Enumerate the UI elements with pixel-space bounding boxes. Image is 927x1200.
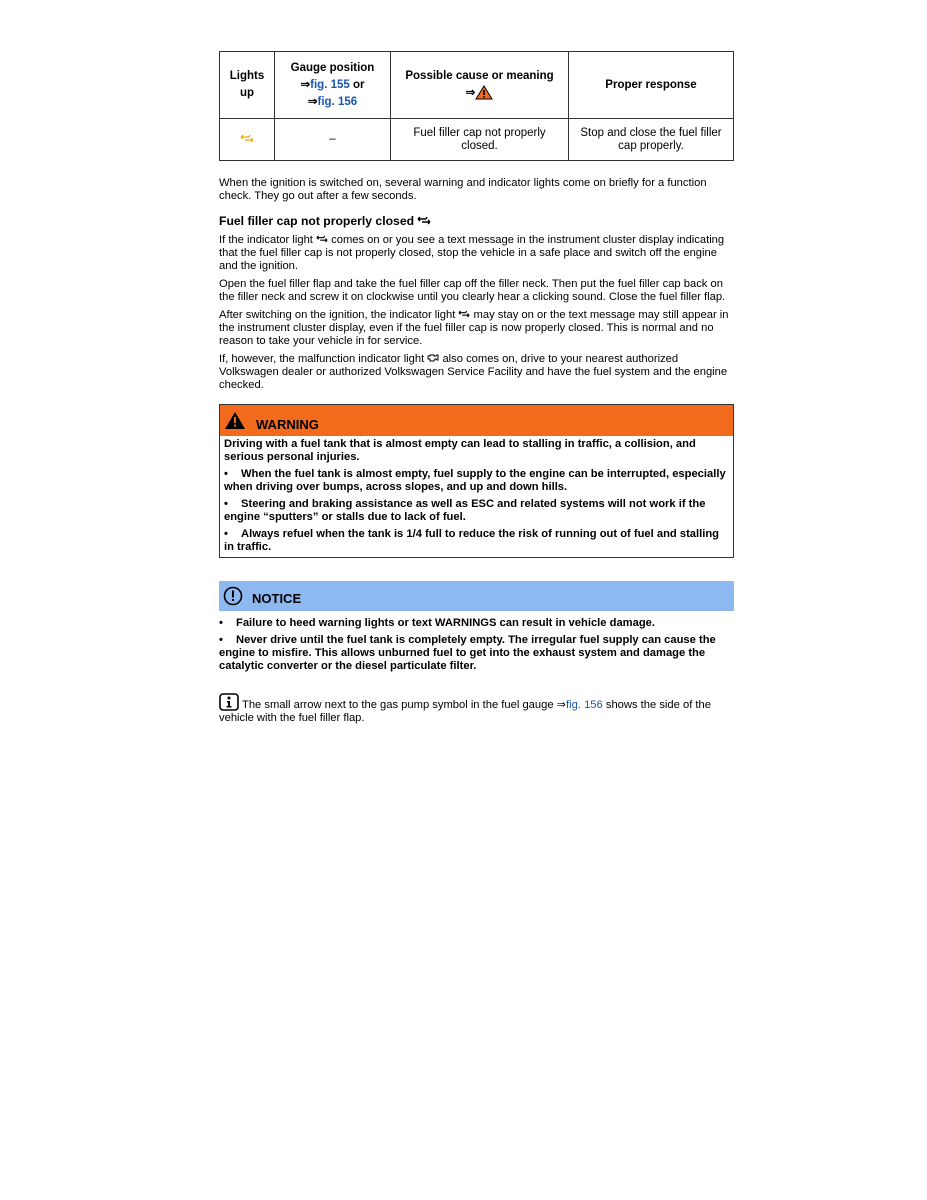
cell-lights-up xyxy=(220,119,275,161)
text-span: comes on or you see a text message in the instrument cluster display indicating that the fuel filler cap is not properly closed, stop the vehicle in a safe place and switch off the engine and the ignition. xyxy=(219,234,725,272)
bullet: • xyxy=(219,617,223,629)
tip-text: The small arrow next to the gas pump symbol in the fuel gauge xyxy=(242,699,554,711)
bullet: • xyxy=(224,528,228,540)
table-header-row xyxy=(220,52,734,119)
cell-gauge: – xyxy=(275,119,391,161)
cross-ref-arrow: ⇒ xyxy=(465,87,476,99)
list-item xyxy=(224,528,729,554)
fuel-cap-icon xyxy=(458,309,470,318)
fig-155-link[interactable]: fig. 155 xyxy=(310,78,350,91)
info-icon xyxy=(219,693,239,711)
or-text: or xyxy=(352,78,365,91)
list-item-text: Failure to heed warning lights or text WARNINGS can result in vehicle damage. xyxy=(236,617,655,629)
warning-triangle-icon[interactable] xyxy=(475,85,493,100)
fuel-cap-icon xyxy=(240,133,254,143)
list-item xyxy=(224,468,729,494)
cross-ref-arrow: ⇒ xyxy=(556,699,567,711)
cross-ref-arrow: ⇒ xyxy=(307,95,318,108)
section-title xyxy=(219,214,734,228)
manual-page xyxy=(219,51,734,725)
fuel-cap-icon xyxy=(316,234,328,243)
bullet: • xyxy=(224,468,228,480)
notice-body xyxy=(219,617,734,673)
bullet: • xyxy=(219,634,223,646)
cross-ref-arrow: ⇒ xyxy=(300,78,311,91)
cell-response: Stop and close the fuel filler cap properly. xyxy=(569,119,734,161)
warning-title: WARNING xyxy=(256,417,319,432)
warning-lead: Driving with a fuel tank that is almost empty can lead to stalling in traffic, a collision, and serious personal injuries. xyxy=(224,438,696,463)
text-span: also comes on, drive to your nearest authorized Volkswagen dealer or authorized Volkswagen Service Facility and have the fuel system and the engine checked. xyxy=(219,353,728,391)
header-possible-cause xyxy=(391,52,569,119)
fig-156-link[interactable]: fig. 156 xyxy=(317,95,358,108)
list-item-text: Always refuel when the tank is 1/4 full to reduce the risk of running out of fuel and stalling in traffic. xyxy=(224,528,720,553)
info-tip xyxy=(219,693,734,725)
warning-triangle-icon xyxy=(224,411,246,430)
cell-cause: Fuel filler cap not properly closed. xyxy=(391,119,569,161)
text-span: After switching on the ignition, the indicator light xyxy=(219,309,456,321)
tip-text: shows the side of the vehicle with the fuel filler flap. xyxy=(219,699,711,724)
list-item xyxy=(224,498,729,524)
notice-header xyxy=(219,581,734,611)
section-title-text: Fuel filler cap not properly closed xyxy=(219,214,415,228)
paragraph-indicator-light xyxy=(219,234,734,273)
list-item-text: Never drive until the fuel tank is completely empty. The irregular fuel supply can cause the engine to misfire. This allows unburned fuel to get into the exhaust system and damage the catalytic converter or the diesel particulate filter. xyxy=(219,634,716,672)
list-item-text: When the fuel tank is almost empty, fuel supply to the engine can be interrupted, especially when driving over bumps, across slopes, and up and down hills. xyxy=(224,468,726,493)
header-proper-response: Proper response xyxy=(569,52,734,119)
list-item-text: Steering and braking assistance as well as ESC and related systems will not work if the engine “sputters” or stalls due to lack of fuel. xyxy=(224,498,706,523)
warning-header xyxy=(220,405,733,436)
text-span: may stay on or the text message may still appear in the instrument cluster display, even if the fuel filler cap is now properly closed. This is normal and no reason to take your vehicle in for service. xyxy=(219,309,729,347)
paragraph-open-flap: Open the fuel filler flap and take the fuel filler cap off the filler neck. Then put the fuel filler cap back on the filler neck and screw it on clockwise until you clearly hear a clicking sound. Close the fuel filler flap. xyxy=(219,278,726,303)
text-span: If the indicator light xyxy=(219,234,313,246)
text-span: If, however, the malfunction indicator light xyxy=(219,353,425,365)
fig-156-link[interactable]: fig. 156 xyxy=(566,699,603,711)
warning-lights-table xyxy=(219,51,734,161)
header-gauge-position xyxy=(275,52,391,119)
list-item xyxy=(219,634,734,673)
notice-title: NOTICE xyxy=(252,591,302,606)
intro-paragraph: When the ignition is switched on, several warning and indicator lights come on briefly for a function check. They go out after a few seconds. xyxy=(219,177,707,202)
paragraph-after-ignition xyxy=(219,309,734,348)
fuel-cap-icon xyxy=(417,215,431,225)
table-row xyxy=(220,119,734,161)
list-item xyxy=(219,617,734,630)
engine-malfunction-icon xyxy=(427,353,439,362)
notice-box xyxy=(219,581,734,673)
paragraph-malfunction xyxy=(219,353,734,392)
bullet: • xyxy=(224,498,228,510)
header-cause-label: Possible cause or meaning xyxy=(405,70,554,82)
exclamation-circle-icon xyxy=(223,586,243,606)
warning-body xyxy=(220,436,733,557)
header-lights-up: Lights up xyxy=(220,52,275,119)
header-gauge-label: Gauge position xyxy=(290,61,375,74)
warning-box xyxy=(219,404,734,558)
